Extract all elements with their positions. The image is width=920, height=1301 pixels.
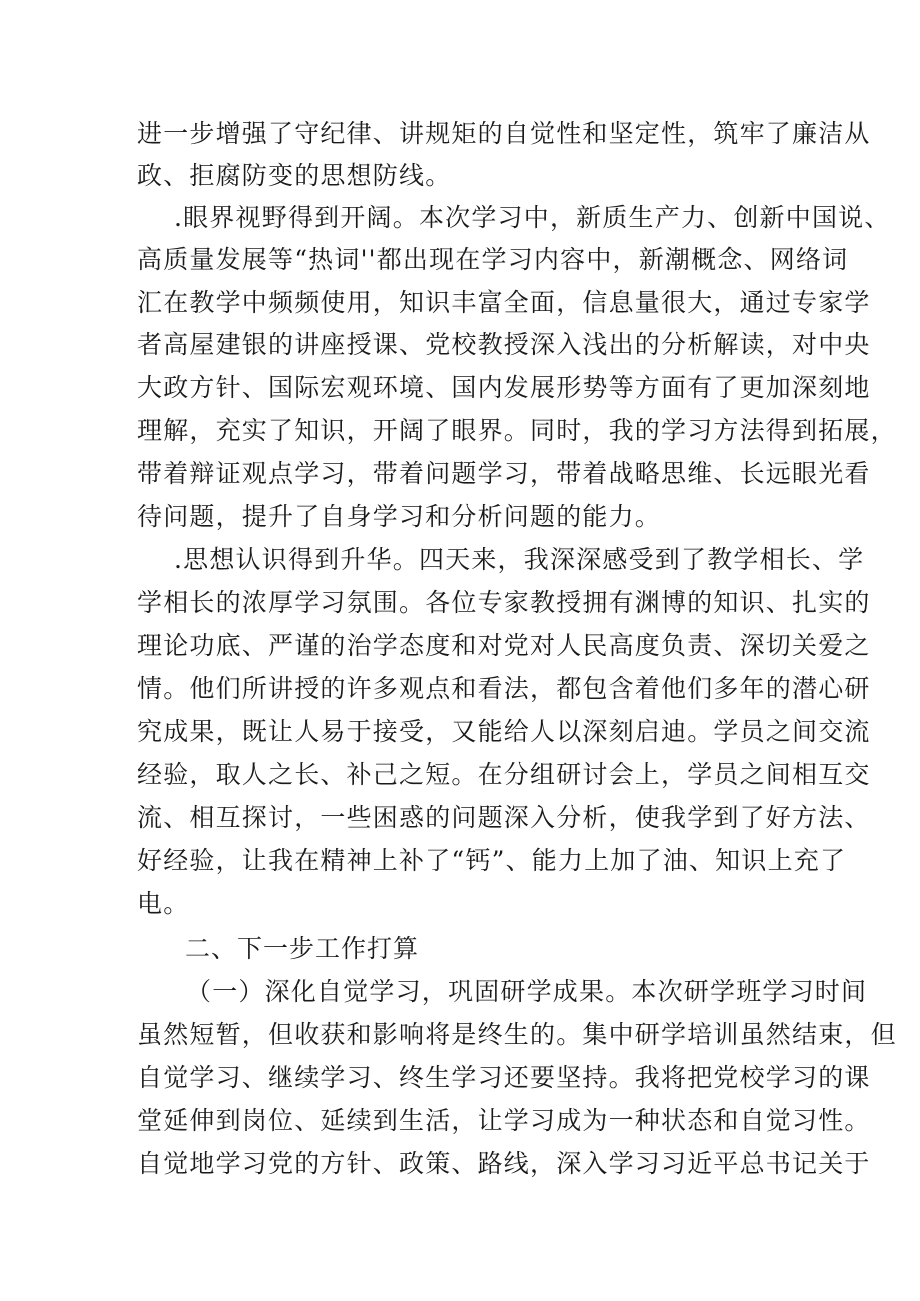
text-line: 高质量发展等“热词''都出现在学习内容中，新潮概念、网络词 [137, 245, 849, 274]
text-line: 流、相互探讨，一些困惑的问题深入分析，使我学到了好方法、 [137, 803, 871, 832]
text-line: 汇在教学中频频使用，知识丰富全面，信息量很大，通过专家学 [137, 288, 871, 317]
text-line: 电。 [137, 889, 190, 918]
text-line: 情。他们所讲授的许多观点和看法，都包含着他们多年的潜心研 [137, 674, 871, 703]
text-line: 大政方针、国际宏观环境、国内发展形势等方面有了更加深刻地 [137, 373, 871, 402]
text-line: 者高屋建银的讲座授课、党校教授深入浅出的分析解读，对中央 [137, 330, 871, 359]
text-line: 好经验，让我在精神上补了“钙”、能力上加了油、知识上充了 [137, 846, 847, 875]
text-line: 自觉学习、继续学习、终生学习还要坚持。我将把党校学习的课 [137, 1063, 871, 1092]
text-line: 究成果，既让人易于接受，又能给人以深刻启迪。学员之间交流 [137, 717, 871, 746]
text-line: 经验，取人之长、补己之短。在分组研讨会上，学员之间相互交 [137, 760, 871, 789]
text-line: 自觉地学习党的方针、政策、路线，深入学习习近平总书记关于 [137, 1149, 871, 1178]
text-line: 带着辩证观点学习，带着问题学习，带着战略思维、长远眼光看 [137, 459, 871, 488]
text-line: 理论功底、严谨的治学态度和对党对人民高度负责、深切关爱之 [137, 631, 871, 660]
text-line: .眼界视野得到开阔。本次学习中，新质生产力、创新中国说、 [174, 203, 891, 232]
text-line: 政、拒腐防变的思想防线。 [137, 161, 452, 190]
text-line: 理解，充实了知识，开阔了眼界。同时，我的学习方法得到拓展， [137, 416, 897, 445]
text-line: .思想认识得到升华。四天来，我深深感受到了教学相长、学 [174, 545, 865, 574]
text-line: 学相长的浓厚学习氛围。各位专家教授拥有渊博的知识、扎实的 [137, 588, 871, 617]
text-line: 虽然短暂，但收获和影响将是终生的。集中研学培训虽然结束，但 [137, 1020, 897, 1049]
text-line: 待问题，提升了自身学习和分析问题的能力。 [137, 502, 662, 531]
text-line: （一）深化自觉学习，巩固研学成果。本次研学班学习时间 [186, 977, 868, 1006]
text-line: 堂延伸到岗位、延续到生活，让学习成为一种状态和自觉习性。 [137, 1106, 871, 1135]
section-heading: 二、下一步工作打算 [185, 934, 420, 963]
text-line: 进一步增强了守纪律、讲规矩的自觉性和坚定性，筑牢了廉洁从 [137, 119, 871, 148]
